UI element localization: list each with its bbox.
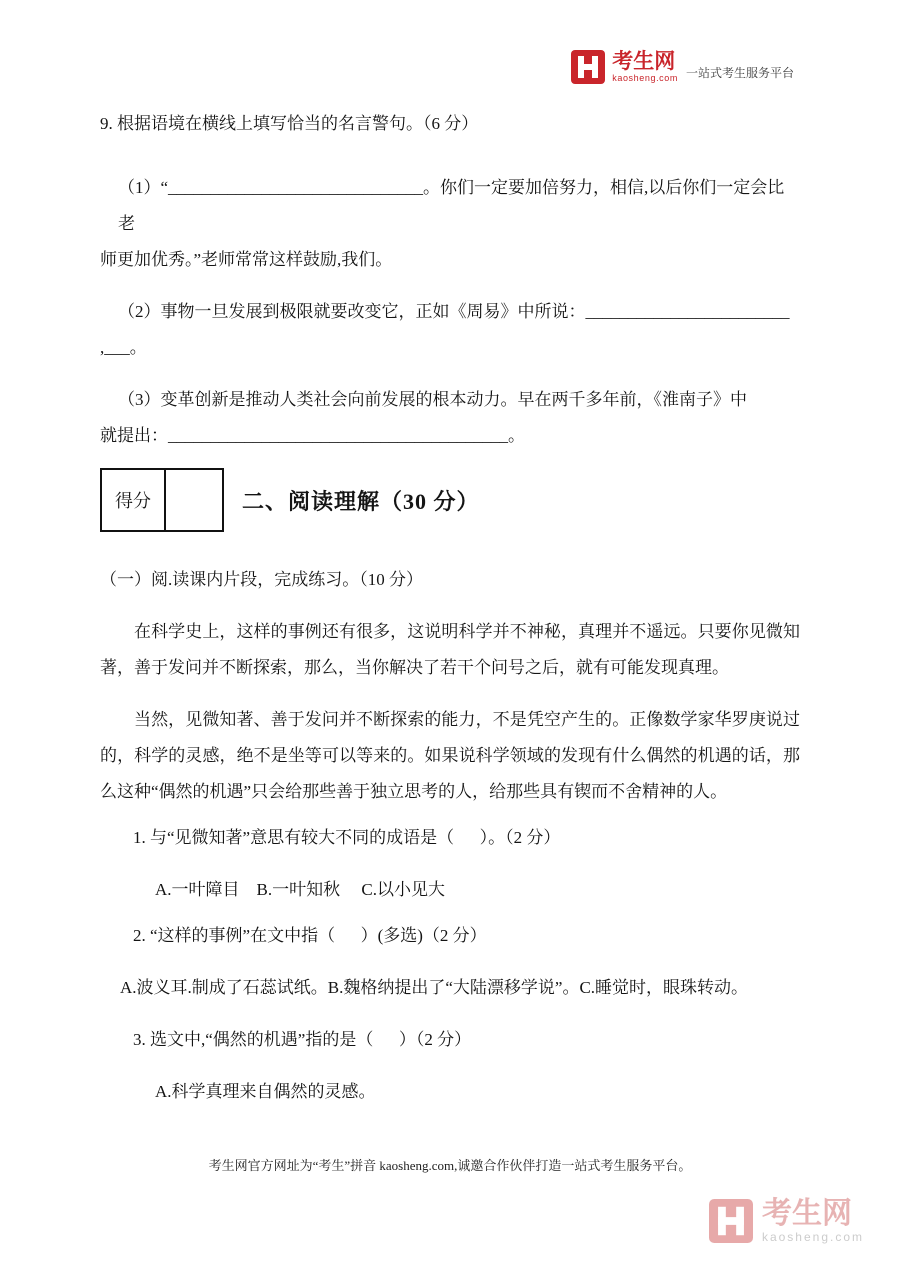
q9-item-2-line-1: （2）事物一旦发展到极限就要改变它，正如《周易》中所说：________________________	[118, 302, 790, 321]
reading-q2-options: A.波义耳.制成了石蕊试纸。B.魏格纳提出了“大陆漂移学说”。C.睡觉时，眼珠转动。	[120, 978, 749, 997]
watermark-domain: kaosheng.com	[761, 1230, 864, 1244]
score-box-value-cell	[165, 469, 223, 531]
question-9-title: 9. 根据语境在横线上填写恰当的名言警句。（6 分）	[100, 114, 479, 133]
score-box	[100, 468, 224, 532]
header-logo	[571, 50, 794, 84]
reading-q3-text: 3. 选文中,“偶然的机遇”指的是（ ）（2 分）	[133, 1030, 472, 1049]
q9-item-3-line-1: （3）变革创新是推动人类社会向前发展的根本动力。早在两千多年前，《淮南子》中	[118, 390, 747, 409]
section-2-title: 二、阅读理解（30 分）	[242, 488, 480, 514]
q9-item-2	[100, 294, 800, 366]
watermark-logo-icon	[709, 1199, 753, 1243]
footer-watermark-logo	[709, 1198, 864, 1244]
reading-paragraph-2: 当然，见微知著、善于发问并不断探索的能力，不是凭空产生的。正像数学家华罗庚说过的，科学的灵感，绝不是坐等可以等来的。如果说科学领域的发现有什么偶然的机遇的话，那么这种“偶然的机遇”只会给那些善于独立思考的人，给那些具有锲而不舍精神的人。	[100, 710, 800, 801]
brand-domain: kaosheng.com	[612, 73, 678, 83]
brand-tagline: 一站式考生服务平台	[685, 66, 794, 80]
brand-name: 考生网	[612, 50, 676, 73]
reading-q2-text: 2. “这样的事例”在文中指（ ）(多选)（2 分）	[133, 926, 487, 945]
brand-text-block	[612, 51, 678, 83]
reading-intro: （一）阅.读课内片段，完成练习。（10 分）	[100, 570, 423, 589]
section-2-header	[100, 468, 800, 532]
q9-item-2-line-2: ,___。	[100, 338, 147, 357]
reading-paragraph-1: 在科学史上，这样的事例还有很多，这说明科学并不神秘，真理并不遥远。只要你见微知著，善于发问并不断探索，那么，当你解决了若干个问号之后，就有可能发现真理。	[100, 622, 800, 677]
watermark-text-block	[762, 1198, 864, 1244]
reading-q1-text: 1. 与“见微知著”意思有较大不同的成语是（ ）。（2 分）	[133, 828, 561, 847]
q9-item-3	[100, 382, 800, 454]
watermark-brand: 考生网	[761, 1197, 852, 1230]
score-box-label: 得分	[101, 469, 165, 531]
reading-q1-options: A.一叶障目 B.一叶知秋 C.以小见大	[155, 880, 445, 899]
q9-item-1	[100, 170, 800, 278]
footer-note: 考生网官方网址为“考生”拼音 kaosheng.com,诚邀合作伙伴打造一站式考生服务平台。	[208, 1158, 692, 1173]
q9-item-1-line-1: （1）“______________________________。你们一定要加倍努力，相信,以后你们一定会比老	[118, 178, 785, 233]
reading-q3-option-a: A.科学真理来自偶然的灵感。	[155, 1082, 376, 1101]
q9-item-1-line-2: 师更加优秀。”老师常常这样鼓励,我们。	[100, 250, 393, 269]
kaosheng-logo-icon	[571, 50, 605, 84]
q9-item-3-line-2: 就提出：________________________________________。	[100, 426, 525, 445]
